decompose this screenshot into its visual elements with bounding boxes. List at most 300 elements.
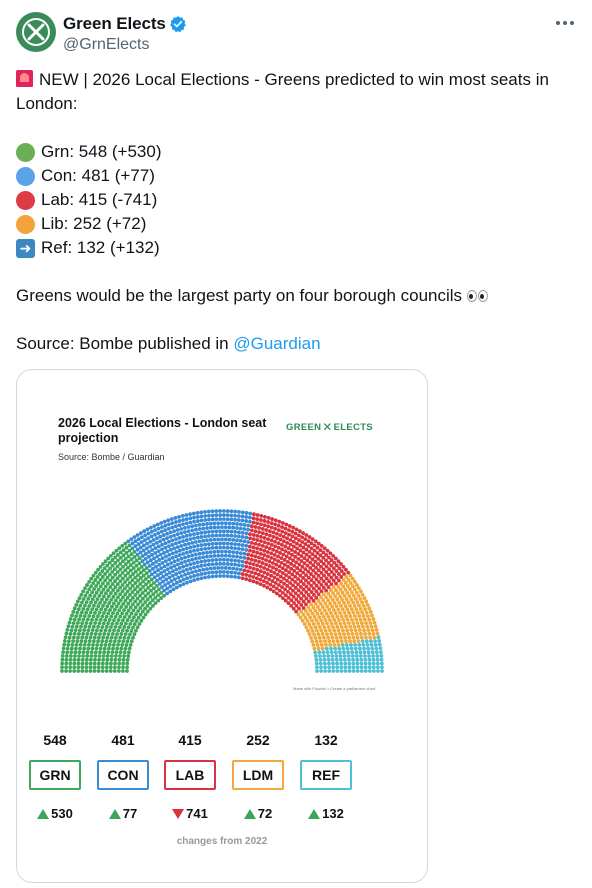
seat-con [182,582,186,586]
seat-ref [367,658,371,662]
seat-lab [314,539,318,543]
seat-ldm [313,615,317,619]
seat-ldm [334,632,338,636]
seat-ldm [357,639,361,643]
seat-con [199,564,203,568]
seat-con [233,518,237,522]
seat-con [222,529,226,533]
seat-con [239,555,243,559]
result-line [16,188,580,212]
seat-grn [114,592,118,596]
seat-ref [372,665,376,669]
seat-con [241,535,245,539]
seat-grn [88,594,92,598]
seat-con [181,565,185,569]
seat-grn [114,654,118,658]
seat-ref [325,647,329,651]
seat-grn [77,632,81,636]
seat-grn [93,658,97,662]
seat-ldm [304,609,308,613]
seat-lab [252,579,256,583]
party-code-box: LAB [164,760,216,790]
seat-grn [83,625,87,629]
seat-grn [86,607,90,611]
seat-grn [132,609,136,613]
seat-ldm [312,622,316,626]
party-summary [17,732,427,852]
seat-con [235,522,239,526]
seat-con [196,511,200,515]
seat-lab [266,572,270,576]
seat-ref [380,665,384,669]
seat-lab [299,603,303,607]
seat-grn [73,607,77,611]
seat-lab [263,553,267,557]
seat-grn [80,665,84,669]
seat-lab [257,556,261,560]
seat-grn [96,604,100,608]
seat-grn [114,636,118,640]
seat-con [192,516,196,520]
seat-lab [270,538,274,542]
seat-lab [278,594,282,598]
seat-con [207,575,211,579]
seat-ldm [373,621,377,625]
seat-lab [289,538,293,542]
seat-ldm [352,639,356,643]
seat-grn [72,662,76,666]
seat-con [214,546,218,550]
seat-grn [156,599,160,603]
seat-lab [281,596,285,600]
seat-ldm [357,614,361,618]
seat-lab [250,558,254,562]
seat-lab [255,547,259,551]
seat-grn [115,612,119,616]
seat-grn [142,616,146,620]
seat-grn [76,621,80,625]
seat-con [160,530,164,534]
seat-con [198,527,202,531]
seat-grn [75,643,79,647]
seat-con [207,546,211,550]
seat-lab [298,549,302,553]
seat-lab [299,554,303,558]
seat-lab [295,571,299,575]
seat-grn [95,618,99,622]
seat-grn [89,577,93,581]
seat-ldm [328,628,332,632]
seat-lab [265,581,269,585]
seat-ref [352,665,356,669]
chart-image[interactable] [16,369,428,883]
seat-con [182,578,186,582]
seat-grn [118,625,122,629]
seat-lab [258,578,262,582]
seat-con [146,527,150,531]
seat-ldm [360,636,364,640]
seat-grn [101,665,105,669]
seat-con [241,515,245,519]
seat-grn [89,662,93,666]
seat-ldm [351,611,355,615]
seat-grn [86,650,90,654]
seat-ref [374,643,378,647]
seat-con [143,533,147,537]
seat-ref [327,665,331,669]
seat-grn [85,621,89,625]
seat-grn [102,650,106,654]
seat-con [214,574,218,578]
seat-con [207,559,211,563]
seat-con [237,514,241,518]
seat-ref [376,662,380,666]
seat-grn [62,647,66,651]
seat-ldm [346,601,350,605]
seat-con [141,559,145,563]
seat-lab [259,582,263,586]
seat-grn [87,580,91,584]
seat-ldm [311,643,315,647]
seat-con [173,560,177,564]
seat-con [233,563,237,567]
seat-con [233,542,237,546]
seat-lab [287,528,291,532]
seat-con [233,546,237,550]
seat-lab [264,545,268,549]
seat-con [174,555,178,559]
seat-ldm [354,618,358,622]
seat-con [188,512,192,516]
seat-con [176,558,180,562]
seat-lab [326,549,330,553]
seat-grn [117,665,121,669]
seat-lab [280,548,284,552]
seat-con [226,574,230,578]
seat-grn [152,581,156,585]
party-lab [160,732,220,821]
seat-con [220,554,224,558]
display-name[interactable]: Green Elects [63,14,166,33]
seat-ldm [340,639,344,643]
seat-ldm [342,578,346,582]
seat-con [207,514,211,518]
seat-ref [335,662,339,666]
seat-lab [248,574,252,578]
seat-grn [123,615,127,619]
seat-ldm [316,605,320,609]
handle[interactable]: @GrnElects [63,36,150,53]
seat-grn [113,639,117,643]
seat-grn [125,665,129,669]
seat-lab [294,532,298,536]
seat-grn [74,647,78,651]
seat-ldm [344,575,348,579]
seat-con [170,543,174,547]
seat-con [233,514,237,518]
seat-con [190,524,194,528]
author-name-row [63,14,187,34]
seat-ref [322,650,326,654]
seat-con [181,535,185,539]
seat-con [156,568,160,572]
seat-con [166,518,170,522]
seat-con [175,581,179,585]
seat-grn [108,643,112,647]
seat-ref [364,669,368,673]
seat-lab [252,567,256,571]
avatar[interactable] [16,12,56,52]
seat-lab [294,536,298,540]
seat-ref [331,662,335,666]
seat-ldm [321,605,325,609]
seat-lab [268,529,272,533]
seat-ldm [327,592,331,596]
seat-con [165,549,169,553]
seat-ldm [322,636,326,640]
seat-con [150,548,154,552]
seat-lab [277,583,281,587]
green-circle-emoji-icon [16,143,35,162]
seat-con [190,528,194,532]
seat-grn [96,597,100,601]
seat-ldm [330,622,334,626]
seat-con [162,589,166,593]
seat-ref [337,647,341,651]
seat-lab [298,529,302,533]
seat-con [174,537,178,541]
seat-grn [105,669,109,673]
seat-con [164,578,168,582]
seat-con [237,510,241,514]
seat-ref [380,669,384,673]
seat-ldm [333,594,337,598]
seat-con [153,533,157,537]
seat-ref [315,662,319,666]
seat-lab [268,547,272,551]
seat-con [248,520,252,524]
seat-ldm [351,621,355,625]
seat-con [154,565,158,569]
seat-lab [263,540,267,544]
seat-con [164,541,168,545]
seat-ldm [364,621,368,625]
seat-ldm [365,625,369,629]
more-options-icon[interactable] [554,12,576,34]
seat-grn [151,604,155,608]
seat-ldm [341,629,345,633]
seat-ldm [321,598,325,602]
seat-grn [124,605,128,609]
seat-con [231,554,235,558]
seat-lab [273,576,277,580]
seat-ldm [351,577,355,581]
seat-grn [85,591,89,595]
seat-grn [87,604,91,608]
seat-con [198,539,202,543]
seat-con [213,550,217,554]
seat-lab [320,544,324,548]
seat-con [203,535,207,539]
seat-con [228,554,232,558]
seat-grn [109,669,113,673]
seat-ref [315,669,319,673]
seat-ldm [327,625,331,629]
seat-grn [128,632,132,636]
seat-grn [99,643,103,647]
seat-lab [271,566,275,570]
seat-con [243,556,247,560]
seat-lab [324,582,328,586]
seat-con [237,571,241,575]
seat-lab [279,575,283,579]
seat-lab [266,520,270,524]
seat-ldm [327,608,331,612]
seat-con [214,558,218,562]
seat-con [220,525,224,529]
seat-con [242,523,246,527]
seat-grn [69,650,73,654]
seat-ldm [308,632,312,636]
seat-grn [89,584,93,588]
seat-grn [134,629,138,633]
seat-con [147,550,151,554]
seat-con [185,534,189,538]
seat-lab [266,524,270,528]
seat-con [209,526,213,530]
seat-grn [103,647,107,651]
seat-lab [252,521,256,525]
party-grn [25,732,85,821]
seat-count: 415 [178,732,202,748]
seat-ref [346,647,350,651]
seat-lab [259,522,263,526]
seat-lab [270,543,274,547]
seat-grn [109,591,113,595]
seat-ldm [349,614,353,618]
seat-lab [268,560,272,564]
seat-ref [318,654,322,658]
seat-ldm [318,625,322,629]
seat-lab [291,558,295,562]
seat-lab [274,518,278,522]
change-value: 72 [257,806,273,821]
seat-change [25,806,85,821]
seat-con [228,538,232,542]
seat-con [178,549,182,553]
seat-con [162,551,166,555]
seat-lab [289,543,293,547]
seat-grn [144,594,148,598]
seat-lab [244,565,248,569]
seat-con [139,551,143,555]
seat-lab [307,600,311,604]
seat-lab [269,583,273,587]
seat-ref [343,654,347,658]
seat-lab [294,610,298,614]
seat-grn [121,662,125,666]
seat-grn [87,614,91,618]
seat-grn [84,639,88,643]
seat-ldm [353,587,357,591]
seat-lab [283,558,287,562]
seat-lab [281,571,285,575]
seat-con [126,539,130,543]
seat-lab [259,552,263,556]
seat-grn [141,603,145,607]
seat-con [226,517,230,521]
seat-grn [76,669,80,673]
seat-grn [65,650,69,654]
seat-con [183,560,187,564]
seat-con [192,520,196,524]
seat-con [155,541,159,545]
seat-ldm [343,621,347,625]
seat-grn [124,622,128,626]
seat-grn [61,650,65,654]
seat-lab [292,607,296,611]
seat-ref [375,654,379,658]
seat-lab [290,548,294,552]
seat-con [211,513,215,517]
seat-lab [266,537,270,541]
seat-ref [317,650,321,654]
seat-grn [101,604,105,608]
seat-con [148,569,152,573]
seat-grn [81,590,85,594]
seat-lab [250,553,254,557]
seat-con [178,566,182,570]
seat-lab [288,524,292,528]
seat-con [224,525,228,529]
seat-grn [100,625,104,629]
seat-lab [317,592,321,596]
seat-grn [110,636,114,640]
seat-grn [71,625,75,629]
seat-grn [111,647,115,651]
seat-ref [364,665,368,669]
seat-lab [285,536,289,540]
seat-grn [147,575,151,579]
seat-grn [118,615,122,619]
seat-grn [80,636,84,640]
seat-con [201,555,205,559]
seat-lab [296,582,300,586]
seat-grn [130,612,134,616]
seat-ldm [359,618,363,622]
guardian-mention-link[interactable]: @Guardian [233,334,321,353]
seat-grn [60,669,64,673]
seat-grn [89,601,93,605]
seat-ref [375,650,379,654]
seat-con [172,534,176,538]
seat-grn [101,669,105,673]
seat-lab [248,549,252,553]
seat-lab [279,556,283,560]
seat-con [165,587,169,591]
seat-ldm [320,643,324,647]
seat-grn [88,625,92,629]
seat-con [246,528,250,532]
seat-lab [287,551,291,555]
seat-ldm [319,618,323,622]
chart-title: 2026 Local Elections - London seat projection [58,416,267,445]
seat-grn [68,665,72,669]
seat-con [228,566,232,570]
seat-ldm [365,611,369,615]
seat-lab [248,536,252,540]
seat-ldm [331,615,335,619]
